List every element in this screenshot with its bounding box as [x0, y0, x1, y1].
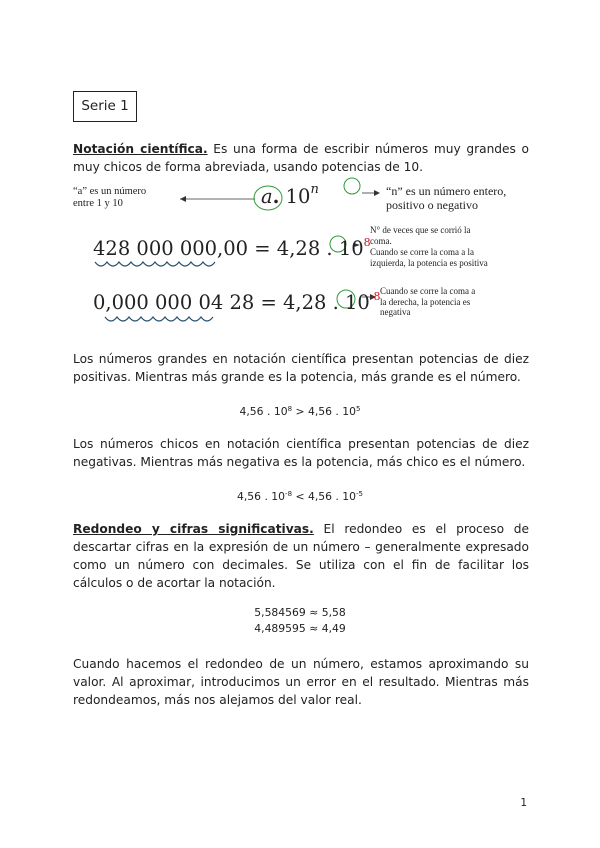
formula-exp-n: n [310, 182, 319, 197]
formula: a. 10$^n$ [261, 182, 319, 208]
equation-2-exponent: -8 [369, 290, 381, 303]
paragraph-small-numbers: Los números chicos en notación científica presentan potencias de diez negativas. Mientras más negativa es la potencia, más chico es el número. [73, 437, 529, 469]
note-left-shift: Cuando se corre la coma a la izquierda, la potencia es positiva [370, 247, 488, 268]
paragraph-final: Cuando hacemos el redondeo de un número, estamos aproximando su valor. Al aproximar, introducimos un error en el resultado. Mientras más redondeamos, más nos alejamos del valor real. [73, 657, 529, 707]
page-number: 1 [520, 797, 527, 809]
arrow-a-head [180, 196, 186, 202]
label-a: “a” es un número entre 1 y 10 [73, 186, 147, 209]
formula-a: a [261, 185, 273, 208]
intro-text: Es una forma de escribir números muy grandes o muy chicos de forma abreviada, usando potencias de 10. [73, 142, 530, 174]
paragraph-big-numbers: Los números grandes en notación científica presentan potencias de diez positivas. Mientras más grande es la potencia, más grande es el número. [73, 352, 529, 384]
arrow-n-head [374, 190, 380, 196]
equation-1-exponent: 8 [363, 236, 371, 249]
equation-large-number: 428 000 000,00 = 4,28 . $10^8$ [93, 236, 371, 260]
hops-wave-right [105, 317, 213, 321]
rounding-example-2: 4,489595 ≈ 4,49 [254, 622, 346, 635]
label-n: “n” es un número entero, positivo o negativo [386, 184, 507, 212]
circle-n [344, 178, 360, 194]
comparison-big: 4,56 . $10^8 > 4,56$ . $10^5$ [239, 405, 361, 418]
equation-small-number: 0,000 000 04 28 = 4,28 . $10^{-8}$ [93, 290, 381, 314]
note-right-shift: Cuando se corre la coma a la derecha, la potencia es negativa [380, 286, 476, 317]
intro-title: Notación científica. [73, 142, 208, 156]
serie-label: Serie 1 [81, 98, 129, 114]
note-times-moved: N° de veces que se corrió la coma. [370, 225, 471, 246]
comparison-small: 4,56 . $10^{-8} < 4,56$ . $10^{-5}$ [236, 490, 364, 503]
rounding-example-1: 5,584569 ≈ 5,58 [254, 606, 346, 619]
redondeo-paragraph: Redondeo y cifras significativas. El redondeo es el proceso de descartar cifras en la expresión de un número – generalmente expresado como un número con decimales. Se utiliza con el fin de facilitar los cálculos o de acortar la notación. [73, 522, 530, 590]
redondeo-title: Redondeo y cifras significativas. [73, 522, 314, 536]
diagram-lines [0, 0, 600, 340]
